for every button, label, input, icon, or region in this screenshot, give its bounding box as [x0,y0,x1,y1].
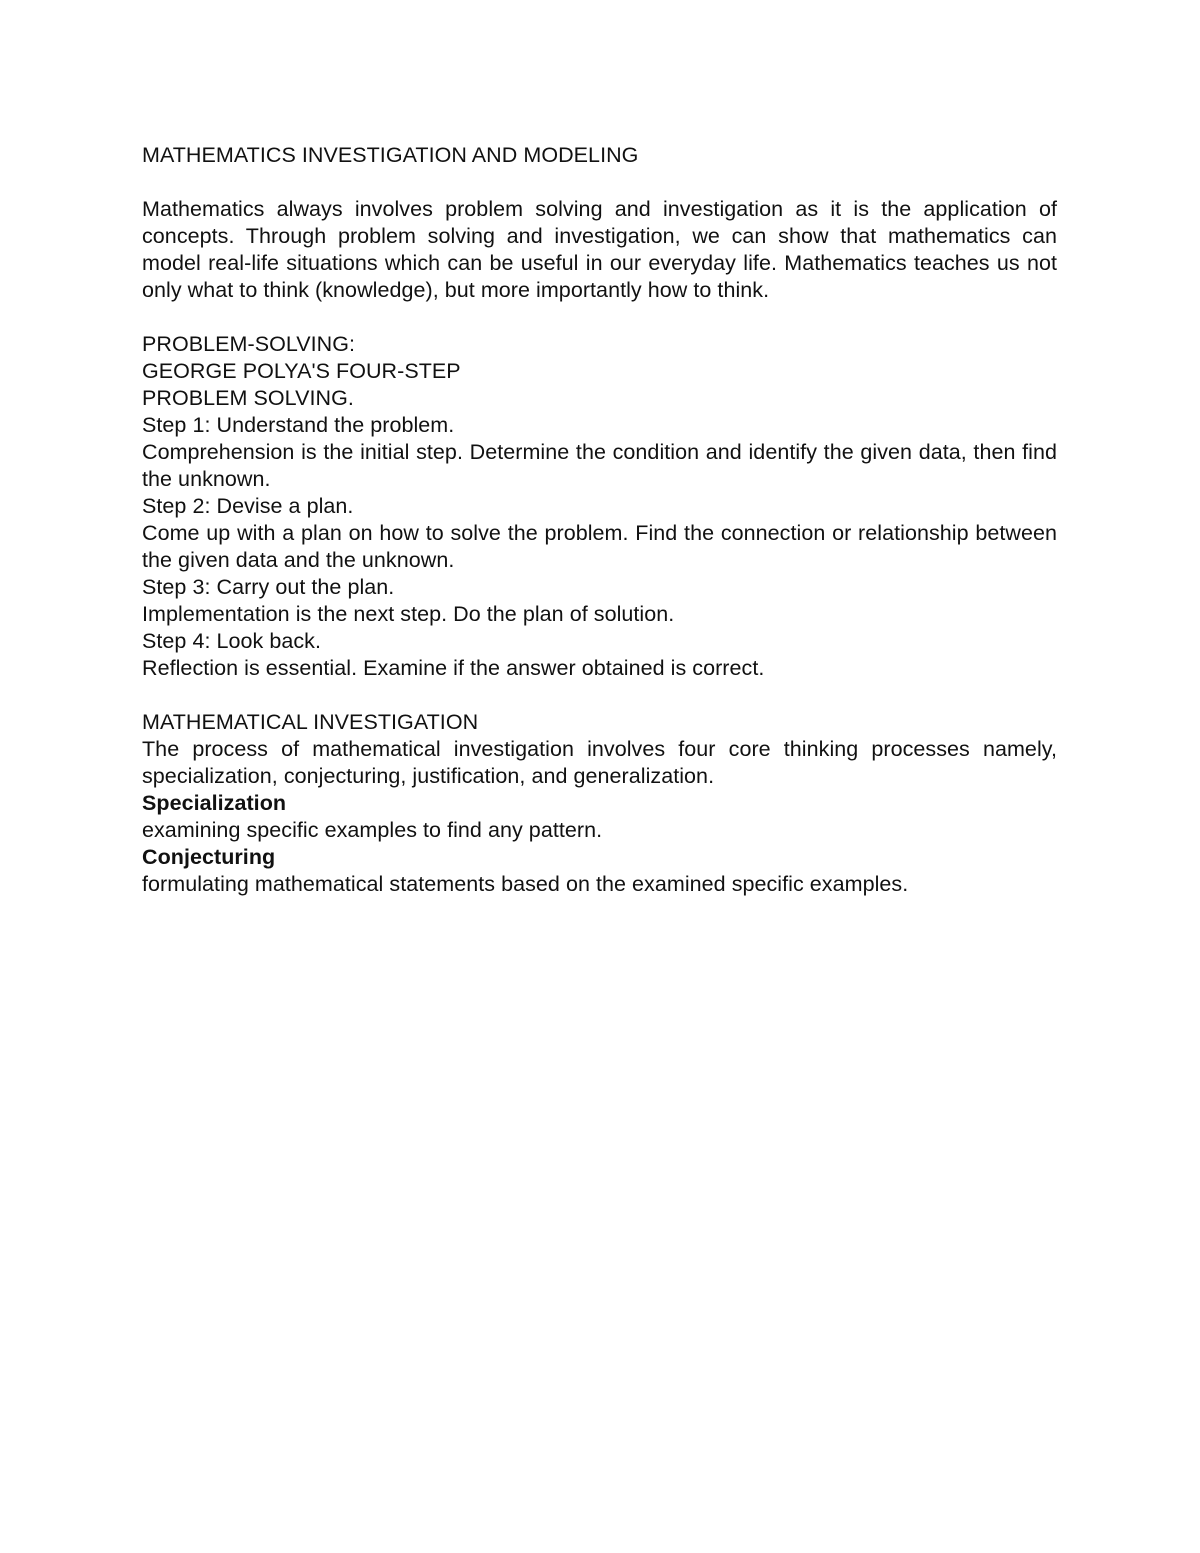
spacer [142,169,1057,196]
intro-paragraph: Mathematics always involves problem solving and investigation as it is the application of concepts. Through problem solving and investigation, we can show that mathematics can model real-life situations which can be useful in our everyday life. Mathematics teaches us not only what to think (knowledge), but more importantly how to think. [142,197,1057,302]
polya-subheading-line-1: GEORGE POLYA'S FOUR-STEP [142,359,461,383]
step-4-title: Step 4: Look back. [142,629,321,653]
step-3-description: Implementation is the next step. Do the plan of solution. [142,602,675,626]
document-body [142,142,1057,898]
step-4-description: Reflection is essential. Examine if the answer obtained is correct. [142,656,765,680]
investigation-heading: MATHEMATICAL INVESTIGATION [142,710,479,734]
spacer [142,304,1057,331]
step-1-title: Step 1: Understand the problem. [142,413,455,437]
term-conjecturing: Conjecturing [142,845,276,869]
document-title: MATHEMATICS INVESTIGATION AND MODELING [142,143,639,167]
problem-solving-heading: PROBLEM-SOLVING: [142,332,356,356]
term-specialization: Specialization [142,791,287,815]
definition-specialization: examining specific examples to find any pattern. [142,818,603,842]
polya-subheading-line-2: PROBLEM SOLVING. [142,386,354,410]
investigation-intro: The process of mathematical investigation involves four core thinking processes namely, specialization, conjecturing, justification, and generalization. [142,737,1057,788]
step-3-title: Step 3: Carry out the plan. [142,575,395,599]
step-1-description: Comprehension is the initial step. Determine the condition and identify the given data, then find the unknown. [142,440,1057,491]
step-2-title: Step 2: Devise a plan. [142,494,354,518]
step-2-description: Come up with a plan on how to solve the problem. Find the connection or relationship between the given data and the unknown. [142,521,1057,572]
definition-conjecturing: formulating mathematical statements based on the examined specific examples. [142,872,909,896]
spacer [142,682,1057,709]
